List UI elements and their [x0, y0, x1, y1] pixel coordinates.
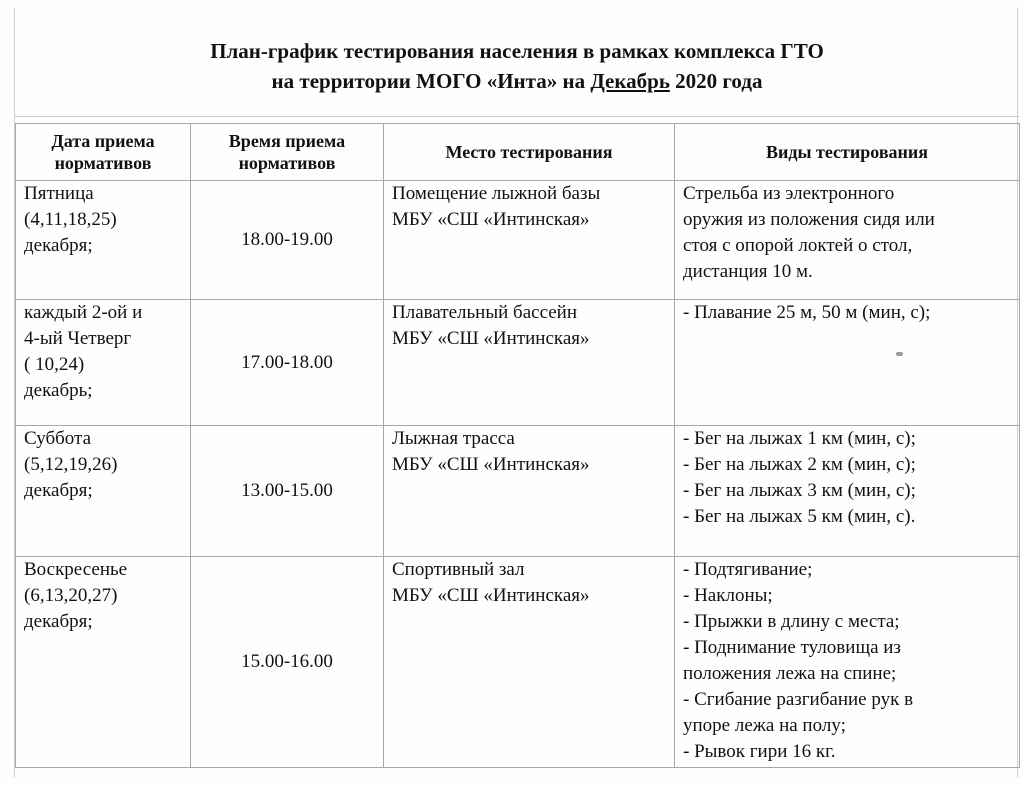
cell-date: Суббота (5,12,19,26) декабря;	[16, 426, 191, 557]
cell-types: - Бег на лыжах 1 км (мин, с); - Бег на лыжах 2 км (мин, с); - Бег на лыжах 3 км (мин, с); - Бег на лыжах 5 км (мин, с).	[675, 426, 1020, 557]
schedule-table	[15, 123, 1020, 768]
table-row	[16, 181, 1020, 300]
cell-date: Воскресенье (6,13,20,27) декабря;	[16, 557, 191, 768]
table-row	[16, 300, 1020, 426]
cell-place: Помещение лыжной базы МБУ «СШ «Интинская»	[384, 181, 675, 300]
title-line-2-end: 2020 года	[669, 69, 763, 93]
document-title	[15, 36, 1019, 96]
cell-types: - Подтягивание; - Наклоны; - Прыжки в длину с места; - Поднимание туловища из положения лежа на спине; - Сгибание разгибание рук в упоре лежа на полу; - Рывок гири 16 кг.	[675, 557, 1020, 768]
cell-date: каждый 2-ой и 4-ый Четверг ( 10,24) декабрь;	[16, 300, 191, 426]
header-place: Место тестирования	[384, 124, 675, 181]
table-header-row	[16, 124, 1020, 181]
title-line-2-start: на территории МОГО «Инта» на	[271, 69, 591, 93]
cell-date: Пятница (4,11,18,25) декабря;	[16, 181, 191, 300]
header-date: Дата приема нормативов	[16, 124, 191, 181]
title-line-2	[15, 66, 1019, 96]
cell-place: Плавательный бассейн МБУ «СШ «Интинская»	[384, 300, 675, 426]
title-month: Декабрь	[590, 69, 670, 93]
document-page	[14, 8, 1018, 778]
cell-place: Лыжная трасса МБУ «СШ «Интинская»	[384, 426, 675, 557]
cell-types: - Плавание 25 м, 50 м (мин, с);	[675, 300, 1020, 426]
cell-time: 13.00-15.00	[191, 426, 384, 557]
title-line-1: План-график тестирования населения в рамках комплекса ГТО	[210, 39, 824, 63]
scan-speck	[896, 352, 903, 356]
table-row	[16, 426, 1020, 557]
cell-place: Спортивный зал МБУ «СШ «Интинская»	[384, 557, 675, 768]
cell-types: Стрельба из электронного оружия из положения сидя или стоя с опорой локтей о стол, дистанция 10 м.	[675, 181, 1020, 300]
cell-time: 17.00-18.00	[191, 300, 384, 426]
top-rule	[15, 116, 1019, 117]
cell-time: 15.00-16.00	[191, 557, 384, 768]
table-row	[16, 557, 1020, 768]
cell-time: 18.00-19.00	[191, 181, 384, 300]
header-types: Виды тестирования	[675, 124, 1020, 181]
header-time: Время приема нормативов	[191, 124, 384, 181]
